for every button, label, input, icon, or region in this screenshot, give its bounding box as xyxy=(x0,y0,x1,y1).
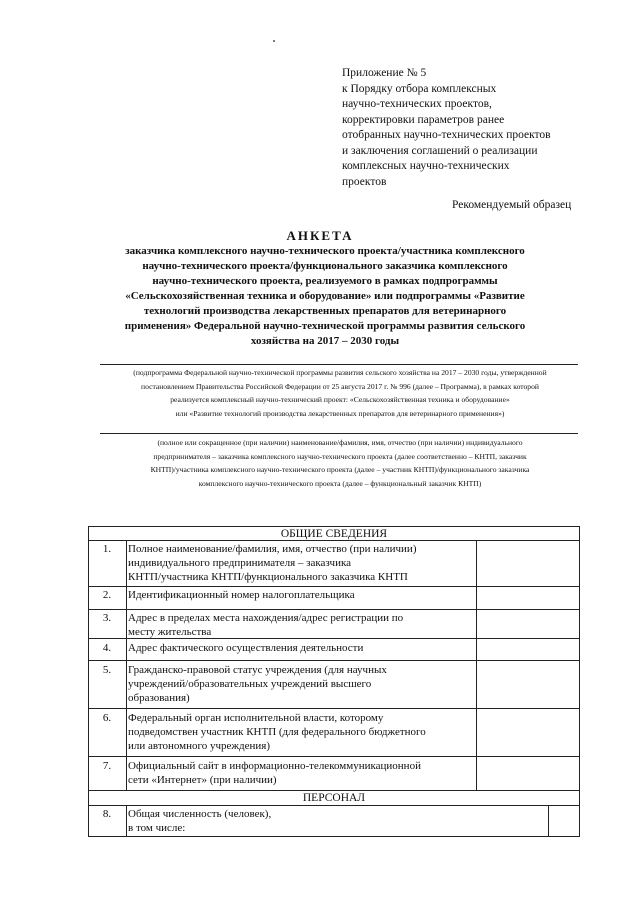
row-label-line: индивидуального предпринимателя – заказчика xyxy=(128,557,352,569)
note-line: КНТП)/участника комплексного научно-технического проекта (далее – участник КНТП)/функционального заказчика xyxy=(150,465,530,474)
row-number: 6. xyxy=(102,712,112,724)
scan-speck xyxy=(273,40,275,42)
document-title: АНКЕТА xyxy=(286,228,354,243)
row-label-line: в том числе: xyxy=(128,822,186,834)
appendix-line: Приложение № 5 xyxy=(342,67,427,79)
table-rule xyxy=(579,526,580,836)
table-rule xyxy=(88,805,580,806)
row-label xyxy=(128,588,478,602)
subtitle-line: хозяйства на 2017 – 2030 годы xyxy=(250,335,400,347)
note-line: комплексного научно-технического проекта (далее – функциональный заказчик КНТП) xyxy=(198,478,482,488)
fill-in-line-subprogram xyxy=(100,364,578,365)
row-number: 2. xyxy=(102,589,112,601)
table-rule xyxy=(126,805,127,836)
appendix-line: к Порядку отбора комплексных xyxy=(342,82,497,95)
row-label xyxy=(128,663,478,705)
subtitle-line: применения» Федеральной научно-технической программы развития сельского xyxy=(124,320,526,332)
appendix-line: комплексных научно-технических xyxy=(342,160,510,172)
row-label-line: Федеральный орган исполнительной власти, которому xyxy=(128,712,384,724)
subtitle-line: технологий производства лекарственных препаратов для ветеринарного xyxy=(143,305,507,317)
table-rule xyxy=(126,540,127,790)
section-personnel: ПЕРСОНАЛ xyxy=(302,792,366,804)
row-number: 8. xyxy=(102,808,112,820)
note-line: реализуется комплексный научно-технический проект: «Сельскохозяйственная техника и оборудование» xyxy=(170,395,510,404)
table-rule xyxy=(88,526,89,836)
note-line: или «Развитие технологий производства лекарственных препаратов для ветеринарного применения») xyxy=(175,408,505,418)
row-label-line: образования) xyxy=(128,692,190,704)
table-rule xyxy=(548,805,549,836)
recommended-sample-label: Рекомендуемый образец xyxy=(452,199,572,211)
row-label-line: КНТП/участника КНТП/функционального заказчика КНТП xyxy=(128,571,408,583)
organization-note xyxy=(90,436,590,490)
document-subtitle xyxy=(92,244,558,349)
appendix-line: проектов xyxy=(342,175,387,188)
row-number: 4. xyxy=(102,642,112,654)
appendix-line: и заключения соглашений о реализации xyxy=(342,144,538,157)
row-label-line: Полное наименование/фамилия, имя, отчество (при наличии) xyxy=(128,543,417,555)
note-line: (полное или сокращенное (при наличии) наименование/фамилия, имя, отчество (при наличии) индивидуального xyxy=(157,438,523,447)
row-label-line: Гражданско-правовой статус учреждения (для научных xyxy=(128,664,387,676)
row-label xyxy=(128,807,478,835)
subtitle-line: «Сельскохозяйственная техника и оборудование» или подпрограммы «Развитие xyxy=(125,290,525,302)
note-line: постановлением Правительства Российской Федерации от 25 августа 2017 г. № 996 (далее – Программа), в рамках которой xyxy=(141,381,539,391)
row-number: 5. xyxy=(102,664,112,676)
table-rule xyxy=(88,836,580,837)
note-line: предпринимателя – заказчика комплексного научно-технического проекта (далее соответственно – КНТП, заказчик xyxy=(153,451,527,461)
table-rule xyxy=(88,756,580,757)
appendix-line: отобранных научно-технических проектов xyxy=(342,129,551,141)
row-number: 1. xyxy=(102,543,112,555)
subprogram-note xyxy=(90,366,590,420)
row-label-line: Адрес фактического осуществления деятельности xyxy=(128,642,364,654)
table-rule xyxy=(88,609,580,610)
table-rule xyxy=(88,708,580,709)
appendix-header xyxy=(342,66,592,190)
table-rule xyxy=(88,586,580,587)
row-label xyxy=(128,641,478,655)
appendix-line: научно-технических проектов, xyxy=(342,98,492,110)
row-label-line: месту жительства xyxy=(128,626,212,638)
row-label-line: Адрес в пределах места нахождения/адрес регистрации по xyxy=(128,612,404,624)
row-label xyxy=(128,542,478,584)
row-label-line: Официальный сайт в информационно-телекоммуникационной xyxy=(128,760,421,772)
subtitle-line: заказчика комплексного научно-технического проекта/участника комплексного xyxy=(125,245,525,257)
row-label xyxy=(128,711,478,753)
row-label-line: сети «Интернет» (при наличии) xyxy=(128,774,277,786)
row-label xyxy=(128,611,478,639)
row-number: 7. xyxy=(102,760,112,772)
subtitle-line: научно-технического проекта, реализуемого в рамках подпрограммы xyxy=(152,275,498,287)
appendix-line: корректировки параметров ранее xyxy=(342,113,505,126)
row-label-line: Идентификационный номер налогоплательщика xyxy=(128,589,355,601)
questionnaire-table xyxy=(88,526,580,906)
row-number: 3. xyxy=(102,612,112,624)
row-label-line: учреждений/образовательных учреждений высшего xyxy=(128,678,372,690)
subtitle-line: научно-технического проекта/функционального заказчика комплексного xyxy=(142,260,508,272)
note-line: (подпрограмма Федеральной научно-технической программы развития сельского хозяйства на 2017 – 2030 годы, утвержденной xyxy=(133,368,547,377)
fill-in-line-organization xyxy=(100,433,578,434)
row-label-line: или автономного учреждения) xyxy=(128,740,270,752)
row-label-line: Общая численность (человек), xyxy=(128,808,272,820)
row-label-line: подведомствен участник КНТП (для федерального бюджетного xyxy=(128,726,426,738)
section-general-info: ОБЩИЕ СВЕДЕНИЯ xyxy=(280,528,388,540)
table-rule xyxy=(88,660,580,661)
row-label xyxy=(128,759,478,787)
